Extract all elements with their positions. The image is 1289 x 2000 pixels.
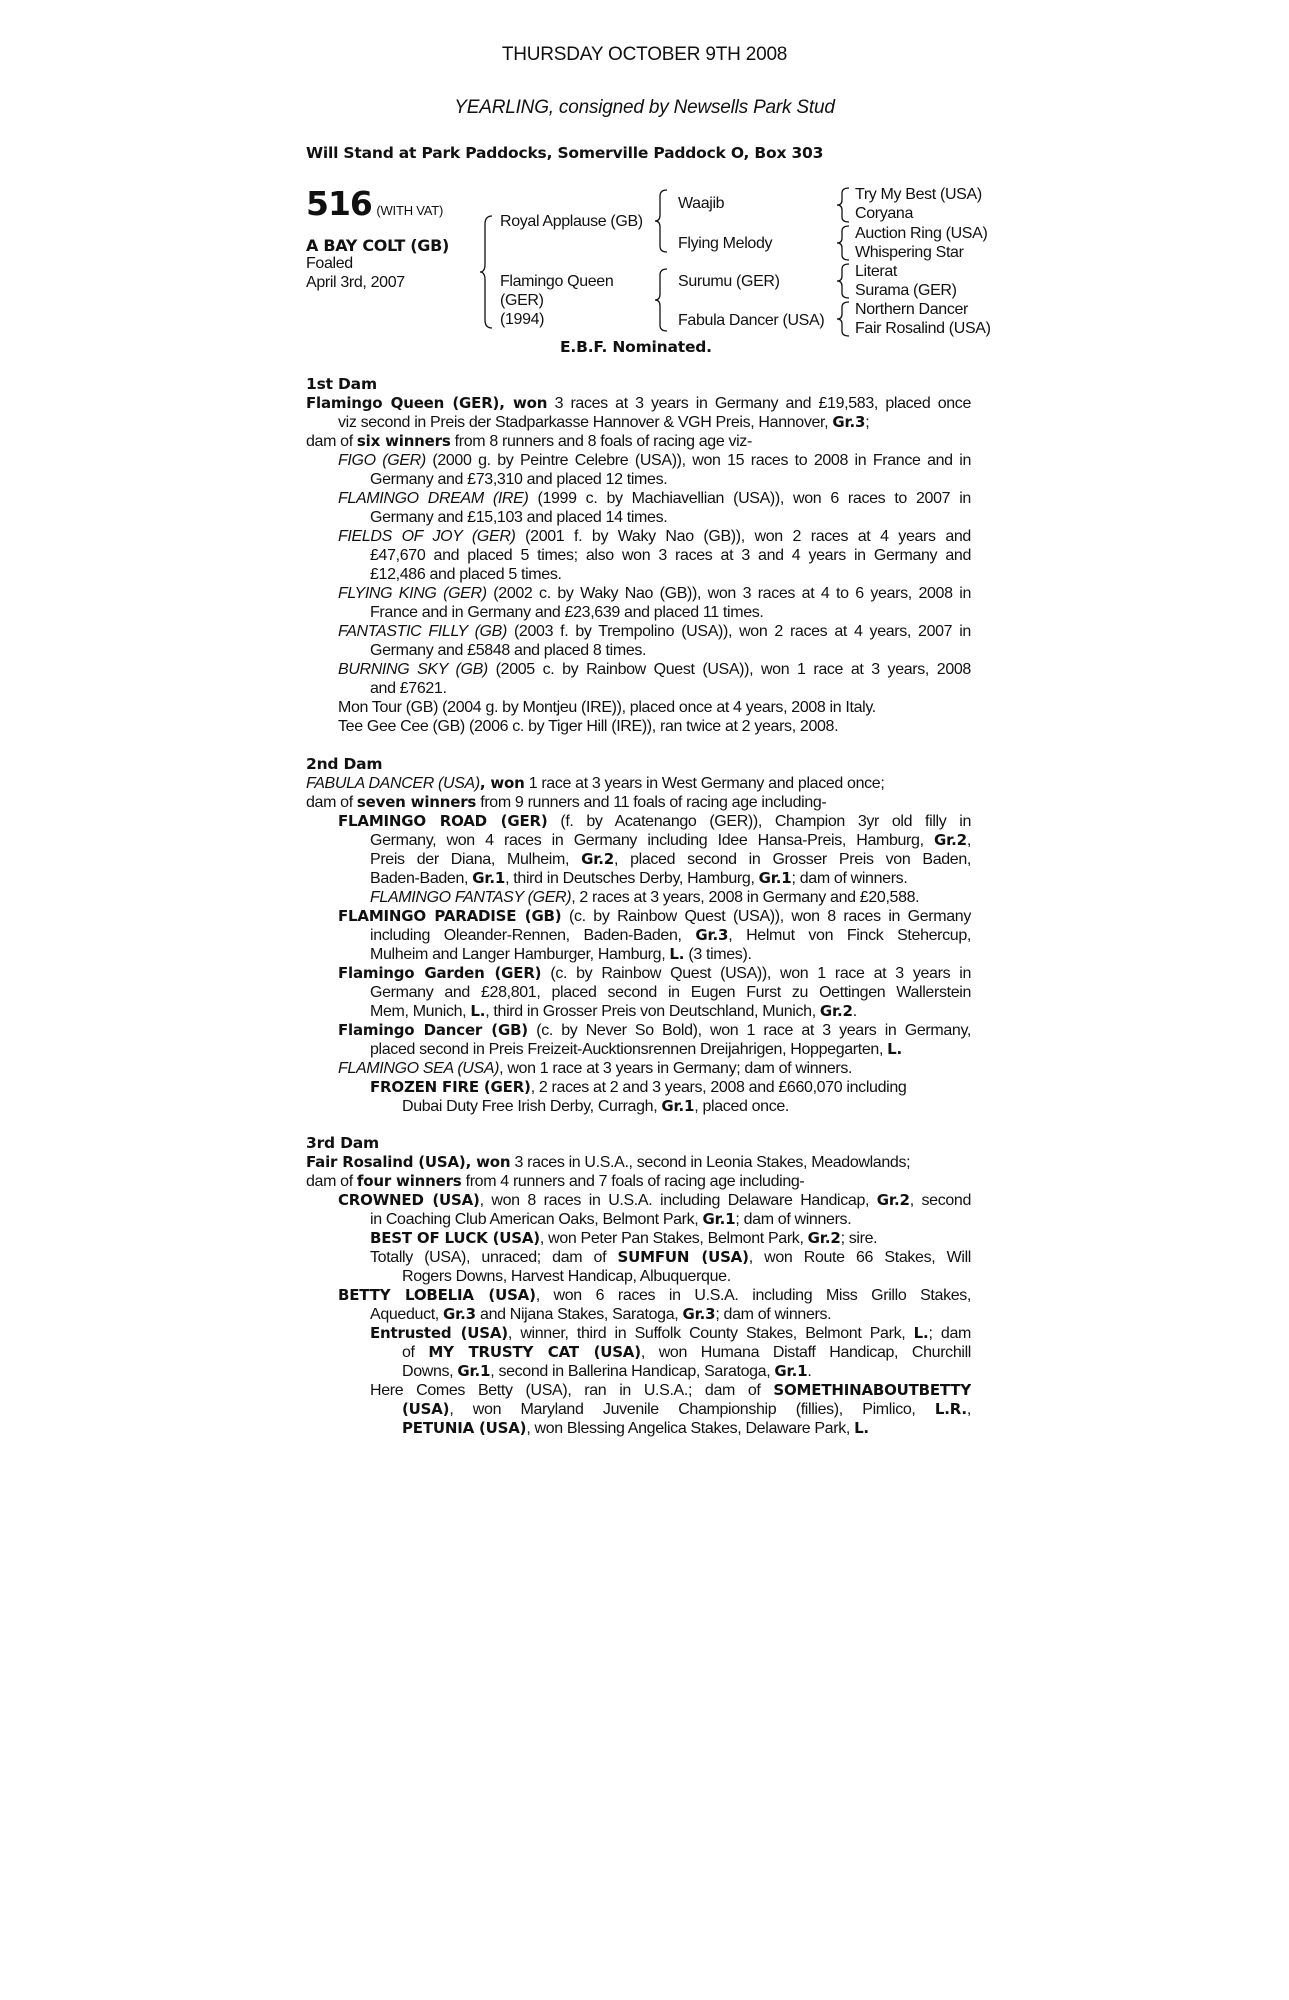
produce-entry: FLAMINGO PARADISE (GB) (c. by Rainbow Quest (USA)), won 8 races in Germany: [338, 907, 971, 925]
pedigree-g3: Auction Ring (USA): [855, 225, 988, 242]
foaled-label: Foaled: [306, 255, 353, 272]
produce-entry: FIGO (GER) (2000 g. by Peintre Celebre (USA)), won 15 races to 2008 in France and in: [338, 452, 971, 469]
ebf-note: E.B.F. Nominated.: [560, 338, 712, 356]
consignor-line: YEARLING, consigned by Newsells Park Stud: [454, 97, 835, 118]
first-dam-line: Flamingo Queen (GER), won 3 races at 3 years in Germany and £19,583, placed once: [306, 394, 971, 412]
second-dam-line: FABULA DANCER (USA), won 1 race at 3 years in West Germany and placed once;: [306, 774, 885, 792]
pedigree-brace-g3: [837, 264, 851, 298]
pedigree-brace-main: [480, 216, 494, 328]
produce-entry-cont: Mem, Munich, L., third in Grosser Preis von Deutschland, Munich, Gr.2.: [370, 1002, 857, 1020]
produce-entry-cont: Germany and £28,801, placed second in Eugen Furst zu Oettingen Wallerstein: [370, 984, 971, 1001]
vat-note: (WITH VAT): [376, 203, 444, 218]
pedigree-brace-g1: [837, 188, 851, 222]
pedigree-g5: Literat: [855, 263, 898, 280]
pedigree-dam-sire: Surumu (GER): [678, 273, 780, 290]
pedigree-brace-g2: [837, 226, 851, 260]
pedigree-g7: Northern Dancer: [855, 301, 969, 318]
produce-entry: Mon Tour (GB) (2004 g. by Montjeu (IRE)), placed once at 4 years, 2008 in Italy.: [338, 699, 876, 716]
produce-entry-cont: Here Comes Betty (USA), ran in U.S.A.; dam of SOMETHINABOUTBETTY: [370, 1381, 971, 1399]
produce-entry-cont: Rogers Downs, Harvest Handicap, Albuquerque.: [402, 1268, 731, 1285]
lot-number-row: [306, 184, 443, 223]
pedigree-g1: Try My Best (USA): [855, 186, 982, 203]
produce-entry: FLAMINGO SEA (USA), won 1 race at 3 years in Germany; dam of winners.: [338, 1060, 853, 1077]
produce-entry-cont: Baden-Baden, Gr.1, third in Deutsches Derby, Hamburg, Gr.1; dam of winners.: [370, 869, 908, 887]
produce-entry-cont: (USA), won Maryland Juvenile Championship (fillies), Pimlico, L.R.,: [402, 1400, 971, 1418]
produce-entry-cont: Germany and £5848 and placed 8 times.: [370, 642, 647, 659]
produce-entry: BURNING SKY (GB) (2005 c. by Rainbow Quest (USA)), won 1 race at 3 years, 2008: [338, 661, 971, 678]
produce-entry-cont: of MY TRUSTY CAT (USA), won Humana Distaff Handicap, Churchill: [402, 1343, 971, 1361]
produce-entry-cont: BEST OF LUCK (USA), won Peter Pan Stakes, Belmont Park, Gr.2; sire.: [370, 1229, 878, 1247]
produce-entry: CROWNED (USA), won 8 races in U.S.A. including Delaware Handicap, Gr.2, second: [338, 1191, 971, 1209]
produce-entry-cont: Aqueduct, Gr.3 and Nijana Stakes, Saratoga, Gr.3; dam of winners.: [370, 1305, 832, 1323]
produce-entry-cont: Downs, Gr.1, second in Ballerina Handicap, Saratoga, Gr.1.: [402, 1362, 812, 1380]
pedigree-sire-dam: Flying Melody: [678, 235, 773, 252]
produce-entry-cont: Germany and £73,310 and placed 12 times.: [370, 471, 668, 488]
produce-entry: Flamingo Garden (GER) (c. by Rainbow Quest (USA)), won 1 race at 3 years in: [338, 964, 971, 982]
produce-entry-cont: placed second in Preis Freizeit-Aucktionsrennen Dreijahrigen, Hoppegarten, L.: [370, 1040, 903, 1058]
lot-name: A BAY COLT (GB): [306, 236, 449, 255]
second-dam-title: 2nd Dam: [306, 755, 383, 773]
pedigree-brace-sire: [655, 190, 669, 252]
third-dam-line: Fair Rosalind (USA), won 3 races in U.S.A., second in Leonia Stakes, Meadowlands;: [306, 1153, 911, 1171]
first-dam-line: viz second in Preis der Stadparkasse Hannover & VGH Preis, Hannover, Gr.3;: [338, 413, 870, 431]
pedigree-sire: Royal Applause (GB): [500, 213, 643, 230]
produce-entry: Tee Gee Cee (GB) (2006 c. by Tiger Hill (IRE)), ran twice at 2 years, 2008.: [338, 718, 839, 735]
produce-entry-cont: Preis der Diana, Mulheim, Gr.2, placed second in Grosser Preis von Baden,: [370, 850, 971, 868]
produce-entry-cont: FROZEN FIRE (GER), 2 races at 2 and 3 years, 2008 and £660,070 including: [370, 1078, 907, 1096]
produce-entry: FLYING KING (GER) (2002 c. by Waky Nao (GB)), won 3 races at 4 to 6 years, 2008 in: [338, 585, 971, 602]
pedigree-dam-dam: Fabula Dancer (USA): [678, 312, 825, 329]
produce-entry: FIELDS OF JOY (GER) (2001 f. by Waky Nao (GB)), won 2 races at 4 years and: [338, 528, 971, 545]
produce-entry-cont: PETUNIA (USA), won Blessing Angelica Stakes, Delaware Park, L.: [402, 1419, 869, 1437]
produce-entry-cont: £12,486 and placed 5 times.: [370, 566, 562, 583]
first-dam-title: 1st Dam: [306, 375, 377, 393]
produce-entry-cont: France and in Germany and £23,639 and placed 11 times.: [370, 604, 764, 621]
lot-number: 516: [306, 184, 372, 223]
sale-date: THURSDAY OCTOBER 9TH 2008: [501, 44, 788, 65]
produce-entry-cont: FLAMINGO FANTASY (GER), 2 races at 3 years, 2008 in Germany and £20,588.: [370, 889, 920, 906]
produce-entry-cont: in Coaching Club American Oaks, Belmont Park, Gr.1; dam of winners.: [370, 1210, 852, 1228]
produce-entry-cont: Dubai Duty Free Irish Derby, Curragh, Gr.1, placed once.: [402, 1097, 790, 1115]
produce-entry-cont: including Oleander-Rennen, Baden-Baden, Gr.3, Helmut von Finck Stehercup,: [370, 926, 971, 944]
pedigree-brace-dam: [655, 269, 669, 331]
pedigree-dam-line2: (GER): [500, 292, 544, 309]
pedigree-g8: Fair Rosalind (USA): [855, 320, 991, 337]
pedigree-dam-line1: Flamingo Queen: [500, 273, 614, 290]
produce-entry-cont: Germany and £15,103 and placed 14 times.: [370, 509, 668, 526]
produce-entry-cont: Totally (USA), unraced; dam of SUMFUN (USA), won Route 66 Stakes, Will: [370, 1248, 971, 1266]
pedigree-g6: Surama (GER): [855, 282, 957, 299]
pedigree-sire-sire: Waajib: [678, 195, 725, 212]
third-dam-line: dam of four winners from 4 runners and 7 foals of racing age including-: [306, 1172, 805, 1190]
foaled-date: April 3rd, 2007: [306, 274, 405, 291]
dam-name: Flamingo Queen (GER): [306, 394, 500, 412]
pedigree-g2: Coryana: [855, 205, 914, 222]
produce-entry-cont: Mulheim and Langer Hamburger, Hamburg, L. (3 times).: [370, 945, 752, 963]
stand-location: Will Stand at Park Paddocks, Somerville Paddock O, Box 303: [306, 144, 824, 162]
produce-entry: FLAMINGO DREAM (IRE) (1999 c. by Machiavellian (USA)), won 6 races to 2007 in: [338, 490, 971, 507]
produce-entry: Flamingo Dancer (GB) (c. by Never So Bold), won 1 race at 3 years in Germany,: [338, 1021, 971, 1039]
pedigree-dam-line3: (1994): [500, 311, 545, 328]
second-dam-line: dam of seven winners from 9 runners and 11 foals of racing age including-: [306, 793, 827, 811]
produce-entry: FLAMINGO ROAD (GER) (f. by Acatenango (GER)), Champion 3yr old filly in: [338, 812, 971, 830]
pedigree-brace-g4: [837, 302, 851, 336]
produce-entry-cont: Germany, won 4 races in Germany including Idee Hansa-Preis, Hamburg, Gr.2,: [370, 831, 971, 849]
produce-entry: BETTY LOBELIA (USA), won 6 races in U.S.A. including Miss Grillo Stakes,: [338, 1286, 971, 1304]
produce-entry-cont: and £7621.: [370, 680, 447, 697]
produce-entry-cont: £47,670 and placed 5 times; also won 3 races at 3 and 4 years in Germany and: [370, 547, 971, 564]
third-dam-title: 3rd Dam: [306, 1134, 379, 1152]
pedigree-g4: Whispering Star: [855, 244, 964, 261]
produce-entry: FANTASTIC FILLY (GB) (2003 f. by Trempolino (USA)), won 2 races at 4 years, 2007 in: [338, 623, 971, 640]
first-dam-line: dam of six winners from 8 runners and 8 foals of racing age viz-: [306, 432, 752, 450]
produce-entry-cont: Entrusted (USA), winner, third in Suffolk County Stakes, Belmont Park, L.; dam: [370, 1324, 971, 1342]
